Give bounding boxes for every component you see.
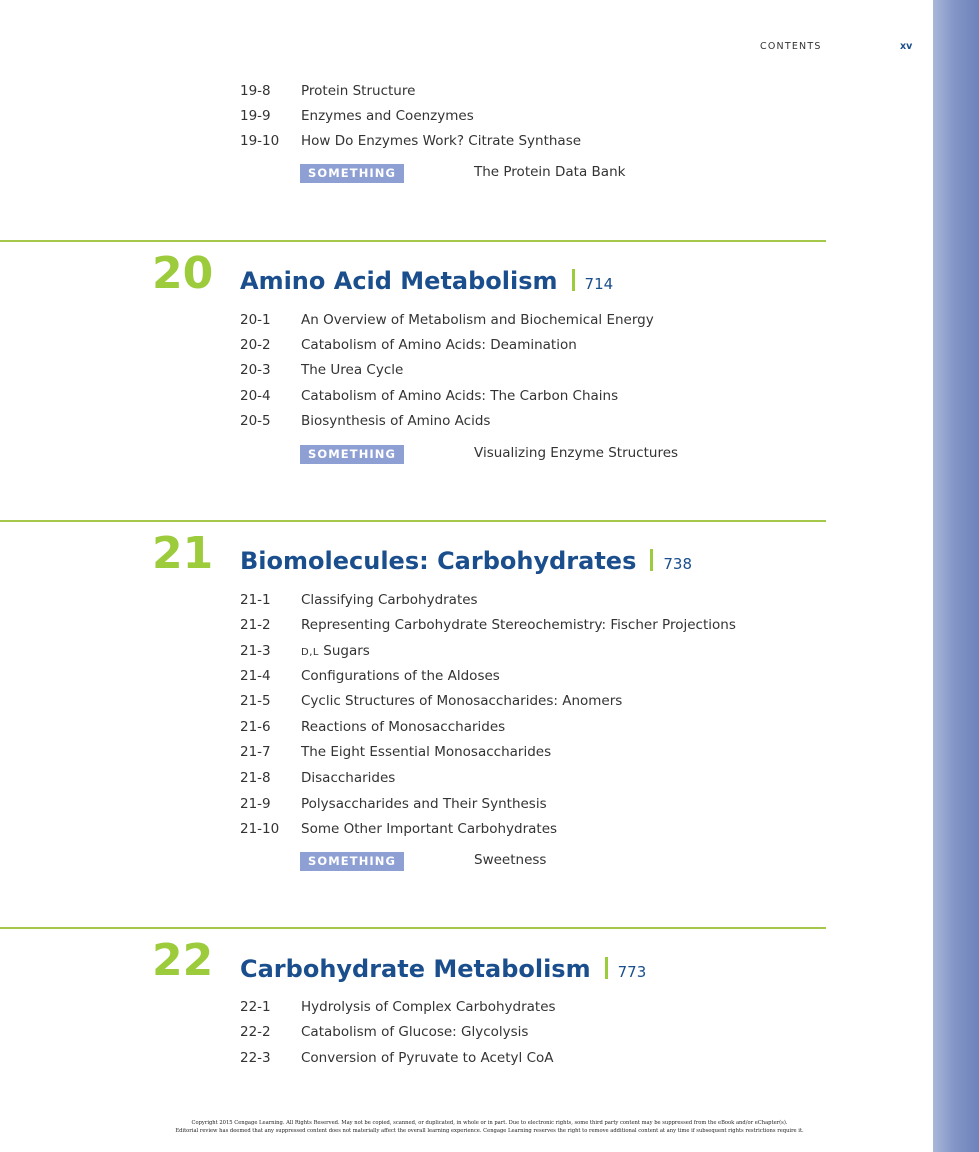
section-number: 21-5 — [240, 693, 271, 709]
section-title: Representing Carbohydrate Stereochemistry: Fischer Projections — [301, 617, 736, 633]
section-number: 21-6 — [240, 719, 271, 735]
section-title: Configurations of the Aldoses — [301, 668, 500, 684]
section-number: 19-10 — [240, 133, 280, 149]
section-number: 21-4 — [240, 668, 271, 684]
something-extra-badge: SOMETHING EXTRA — [300, 445, 404, 464]
section-title: Catabolism of Amino Acids: Deamination — [301, 337, 577, 353]
chapter-number: 20 — [152, 248, 214, 299]
something-extra-title: Visualizing Enzyme Structures — [474, 445, 679, 461]
section-number: 20-2 — [240, 337, 271, 353]
chapter-heading[interactable] — [240, 955, 646, 983]
something-extra-title: The Protein Data Bank — [474, 164, 626, 180]
section-title: The Urea Cycle — [301, 362, 404, 378]
section-number: 21-9 — [240, 796, 271, 812]
chapter-title-separator — [572, 269, 575, 291]
section-number: 19-8 — [240, 83, 271, 99]
section-title: The Eight Essential Monosaccharides — [301, 744, 552, 760]
section-title: Disaccharides — [301, 770, 396, 786]
section-number: 22-1 — [240, 999, 271, 1015]
copyright-line-1: Copyright 2015 Cengage Learning. All Rights Reserved. May not be copied, scanned, or duplicated, in whole or in part. Due to electronic rights, some third party content may be suppressed from the eBook and/or eChapter(s). — [191, 1120, 788, 1126]
chapter-title: Biomolecules: Carbohydrates — [240, 547, 637, 575]
section-title: How Do Enzymes Work? Citrate Synthase — [301, 133, 582, 149]
section-number: 21-2 — [240, 617, 271, 633]
something-extra-badge: SOMETHING EXTRA — [300, 164, 404, 183]
section-number: 22-2 — [240, 1024, 271, 1040]
copyright-line-2: Editorial review has deemed that any suppressed content does not materially affect the overall learning experience. Cengage Learning reserves the right to remove additional content at any time if subsequent rights restrictions require it. — [175, 1128, 804, 1134]
section-number: 21-1 — [240, 592, 271, 608]
chapter-divider — [0, 240, 826, 242]
section-title: Classifying Carbohydrates — [301, 592, 478, 608]
section-title: Some Other Important Carbohydrates — [301, 821, 558, 837]
chapter-number: 21 — [152, 528, 214, 579]
section-title: Hydrolysis of Complex Carbohydrates — [301, 999, 556, 1015]
section-title: Catabolism of Amino Acids: The Carbon Chains — [301, 388, 619, 404]
side-color-band — [933, 0, 979, 1152]
section-number: 21-3 — [240, 643, 271, 659]
section-title: Biosynthesis of Amino Acids — [301, 413, 491, 429]
section-number: 21-7 — [240, 744, 271, 760]
section-title — [301, 643, 370, 659]
chapter-title-separator — [605, 957, 608, 979]
chapter-page: 738 — [663, 555, 692, 573]
section-number: 21-10 — [240, 821, 280, 837]
section-title: Conversion of Pyruvate to Acetyl CoA — [301, 1050, 554, 1066]
dl-prefix: D,L — [301, 647, 319, 658]
chapter-page: 714 — [584, 275, 614, 293]
running-header-contents: CONTENTS — [760, 41, 822, 52]
chapter-divider — [0, 927, 826, 929]
section-title-text: Sugars — [323, 643, 370, 659]
chapter-heading[interactable] — [240, 267, 613, 295]
something-extra-title: Sweetness — [474, 852, 547, 868]
section-number: 21-8 — [240, 770, 271, 786]
section-title: An Overview of Metabolism and Biochemical Energy — [301, 312, 654, 328]
section-title: Reactions of Monosaccharides — [301, 719, 506, 735]
page-numeral: xv — [900, 41, 913, 52]
section-number: 19-9 — [240, 108, 271, 124]
section-number: 20-4 — [240, 388, 271, 404]
section-number: 22-3 — [240, 1050, 271, 1066]
chapter-page: 773 — [617, 963, 647, 981]
copyright-notice — [0, 1119, 979, 1135]
section-title: Cyclic Structures of Monosaccharides: Anomers — [301, 693, 623, 709]
section-title: Polysaccharides and Their Synthesis — [301, 796, 547, 812]
chapter-title: Amino Acid Metabolism — [240, 267, 558, 295]
something-extra-badge: SOMETHING EXTRA — [300, 852, 404, 871]
section-number: 20-1 — [240, 312, 271, 328]
chapter-title-separator — [650, 549, 653, 571]
chapter-number: 22 — [152, 935, 214, 986]
section-number: 20-3 — [240, 362, 271, 378]
chapter-heading[interactable] — [240, 547, 692, 575]
section-title: Enzymes and Coenzymes — [301, 108, 474, 124]
chapter-title: Carbohydrate Metabolism — [240, 955, 591, 983]
section-title: Catabolism of Glucose: Glycolysis — [301, 1024, 529, 1040]
section-title: Protein Structure — [301, 83, 416, 99]
section-number: 20-5 — [240, 413, 271, 429]
chapter-divider — [0, 520, 826, 522]
